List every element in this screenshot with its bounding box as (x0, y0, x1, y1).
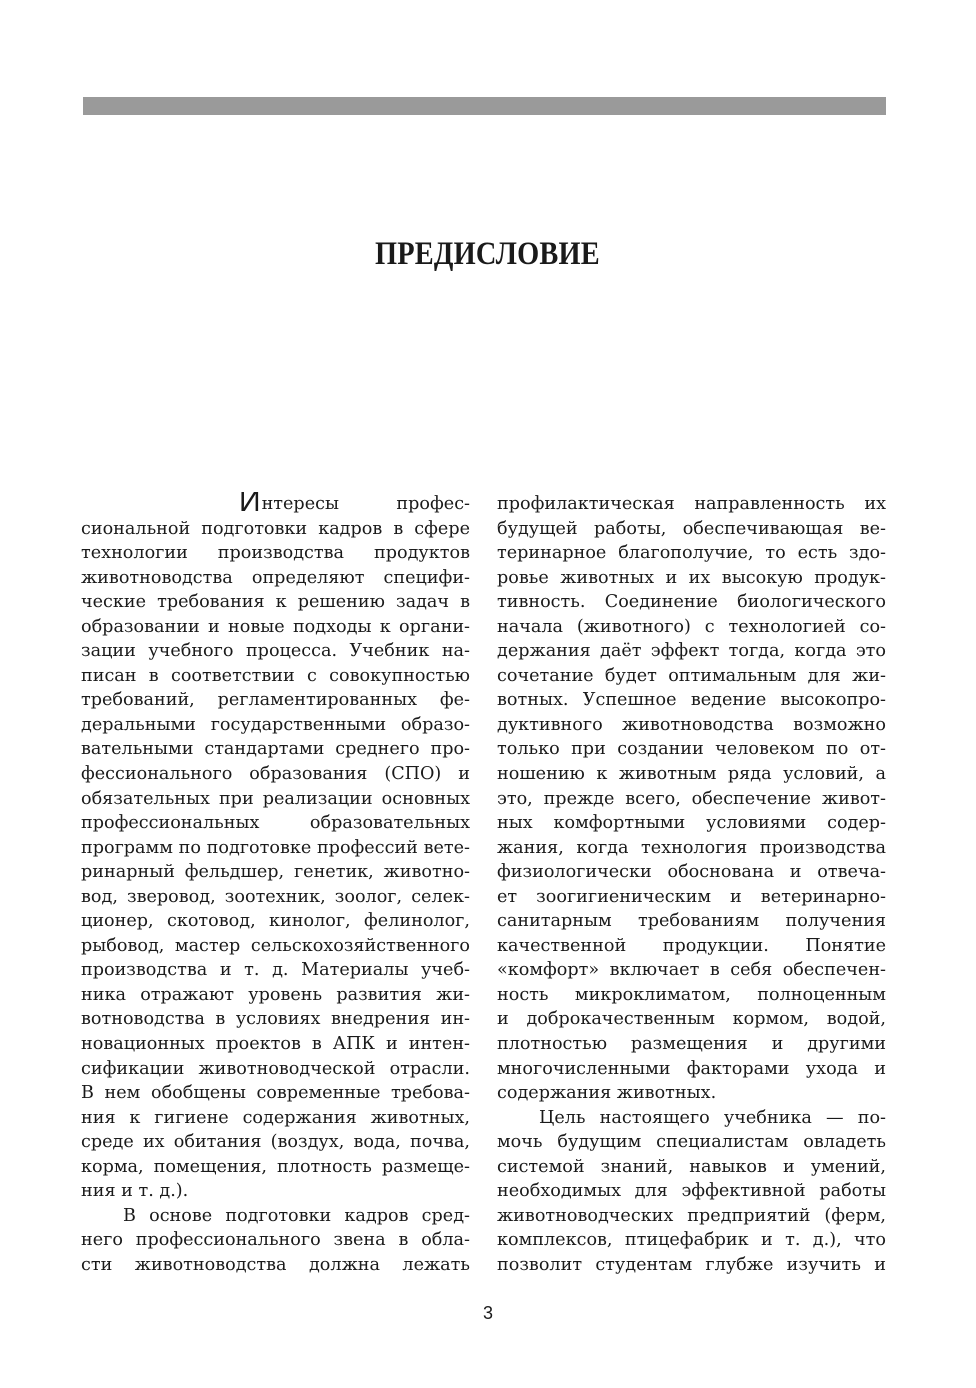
text-line: В основе подготовки кадров сред- (123, 1205, 470, 1226)
text-line: вотных. Успешное ведение высокопро- (497, 690, 886, 711)
text-line: начала (животного) с технологией со- (497, 616, 886, 637)
text-line: животноводческих предприятий (ферм, (497, 1205, 886, 1226)
text-line: ния и т. д.). (81, 1181, 189, 1202)
text-line: держания даёт эффект тогда, когда это (497, 641, 886, 662)
text-line: сификации животноводческой отрасли. (81, 1058, 470, 1079)
text-line: деральными государственными образо- (81, 714, 470, 735)
text-line: образовании и новые подходы к органи- (81, 616, 470, 637)
text-line: технологии производства продуктов (81, 543, 470, 564)
text-line: ционер, скотовод, кинолог, фелинолог, (81, 911, 470, 932)
text-line: это, прежде всего, обеспечение живот- (497, 788, 886, 809)
text-line: санитарным требованиям получения (497, 911, 886, 932)
text-line: В нем обобщены современные требова- (81, 1083, 470, 1104)
text-line: программ по подготовке профессий вете- (81, 837, 470, 858)
text-line: среде их обитания (воздух, вода, почва, (81, 1132, 470, 1153)
text-line: него профессионального звена в обла- (81, 1230, 470, 1251)
text-line: ния к гигиене содержания животных, (81, 1107, 470, 1128)
chapter-title: ПРЕДИСЛОВИЕ (375, 236, 600, 272)
text-line: плотностью размещения и другими (497, 1034, 886, 1055)
text-line: писан в соответствии с совокупностью (81, 665, 470, 686)
text-line: требований, регламентированных фе- (81, 690, 470, 711)
text-line: производства и т. д. Материалы учеб- (81, 960, 470, 981)
text-line: животноводства определяют специфи- (81, 567, 470, 588)
text-line: сочетание будет оптимальным для жи- (497, 665, 886, 686)
text-line: ет зоогигиеническим и ветеринарно- (497, 886, 886, 907)
text-line: ных комфортными условиями содер- (497, 813, 886, 834)
text-line: зации учебного процесса. Учебник на- (81, 641, 470, 662)
text-line: Интересы профес- (81, 492, 470, 517)
text-line: системой знаний, навыков и умений, (497, 1156, 886, 1177)
text-line: вотноводства в условиях внедрения ин- (81, 1009, 470, 1030)
text-line: «комфорт» включает в себя обеспечен- (497, 960, 886, 981)
right-column (497, 492, 886, 1278)
text-line: профилактическая направленность их (497, 494, 886, 514)
text-line: рыбовод, мастер сельскохозяйственного (81, 935, 470, 956)
text-line: только при создании человеком по от- (497, 739, 886, 760)
text-line: фессионального образования (СПО) и (81, 764, 470, 785)
text-line: будущей работы, обеспечивающая ве- (497, 518, 886, 539)
text-line: профессиональных образовательных (81, 813, 470, 834)
text-line: содержания животных. (497, 1083, 717, 1104)
text-line: сиональной подготовки кадров в сфере (81, 518, 470, 539)
text-line: комплексов, птицефабрик и т. д.), что (497, 1230, 886, 1251)
text-line: вательными стандартами среднего про- (81, 739, 470, 760)
text-line: качественной продукции. Понятие (497, 935, 886, 956)
text-line: многочисленными факторами ухода и (497, 1058, 886, 1079)
text-line: мочь будущим специалистам овладеть (497, 1132, 886, 1153)
text-line: необходимых для эффективной работы (497, 1181, 886, 1202)
text-line: сти животноводства должна лежать (81, 1254, 470, 1275)
text-line: ношению к животным ряда условий, а (497, 764, 886, 785)
text-line: вод, зверовод, зоотехник, зоолог, селек- (81, 886, 470, 907)
text-line: физиологически обоснована и отвеча- (497, 862, 886, 883)
page-number: 3 (482, 1303, 493, 1323)
text-line: обязательных при реализации основных (81, 788, 470, 809)
text-line: ческие требования к решению задач в (81, 592, 470, 613)
text-line: и доброкачественным кормом, водой, (497, 1009, 886, 1030)
text-line: ника отражают уровень развития жи- (81, 984, 470, 1005)
text-line: корма, помещения, плотность размеще- (81, 1156, 470, 1177)
left-column (81, 492, 470, 1278)
drop-cap: И (239, 492, 261, 517)
text-line: жания, когда технология производства (497, 837, 886, 858)
text-line: тивность. Соединение биологического (497, 592, 886, 613)
text-line: Цель настоящего учебника — по- (539, 1107, 886, 1128)
text-line: новационных проектов в АПК и интен- (81, 1034, 470, 1055)
text-line: ровье животных и их высокую продук- (497, 567, 886, 588)
text-line: дуктивного животноводства возможно (497, 714, 886, 735)
text-line: ность микроклиматом, полноценным (497, 984, 886, 1005)
text-line: позволит студентам глубже изучить и (497, 1254, 886, 1275)
text-line: теринарное благополучие, то есть здо- (497, 543, 886, 564)
header-rule (83, 97, 886, 115)
text-line: ринарный фельдшер, генетик, животно- (81, 862, 470, 883)
